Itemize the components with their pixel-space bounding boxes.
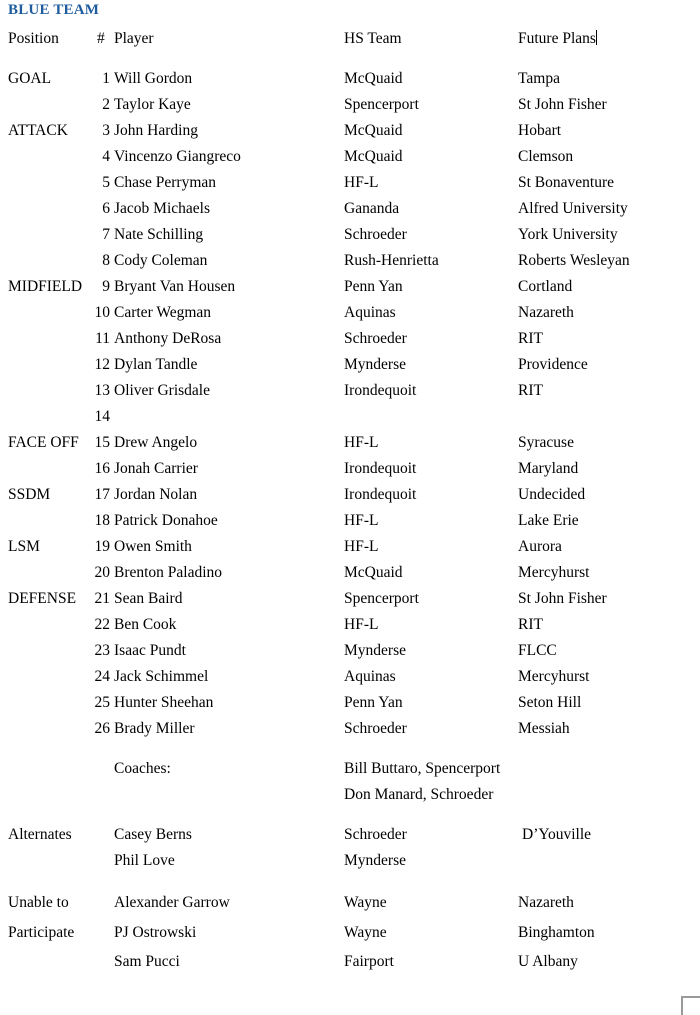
text-cursor-caret	[596, 30, 597, 45]
table-row	[0, 274, 700, 300]
row-player-name: Oliver Grisdale	[114, 382, 210, 399]
row-future-plans: Alfred University	[518, 200, 628, 217]
row-future-plans: Providence	[518, 356, 588, 373]
column-header-hs-team: HS Team	[344, 30, 402, 47]
row-hs-team: Irondequoit	[344, 460, 417, 477]
unable-player-2: PJ Ostrowski	[114, 924, 197, 941]
row-number: 8	[102, 252, 110, 269]
row-player-name: Patrick Donahoe	[114, 512, 218, 529]
row-hs-team: HF-L	[344, 174, 379, 191]
table-row	[0, 612, 700, 638]
row-player-name: Bryant Van Housen	[114, 278, 236, 295]
row-future-plans: Hobart	[518, 122, 562, 139]
row-future-plans: Tampa	[518, 70, 560, 87]
row-player-name: Jack Schimmel	[114, 668, 209, 685]
row-hs-team: HF-L	[344, 512, 379, 529]
row-future-plans: RIT	[518, 330, 543, 347]
table-row	[0, 144, 700, 170]
row-player-name: John Harding	[114, 122, 198, 139]
coaches-row-1	[0, 756, 700, 782]
row-future-plans: York University	[518, 226, 618, 243]
row-number: 18	[94, 512, 110, 529]
coach-entry-2: Don Manard, Schroeder	[344, 786, 494, 803]
row-number: 12	[94, 356, 110, 373]
row-number: 17	[94, 486, 110, 503]
row-player-name: Chase Perryman	[114, 174, 217, 191]
unable-hs-team-1: Wayne	[344, 894, 387, 911]
row-player-name: Will Gordon	[114, 70, 193, 87]
table-row	[0, 664, 700, 690]
table-row	[0, 326, 700, 352]
coach-entry-1: Bill Buttaro, Spencerport	[344, 760, 501, 777]
table-row	[0, 300, 700, 326]
table-row	[0, 118, 700, 144]
row-hs-team: Gananda	[344, 200, 400, 217]
row-position: GOAL	[8, 70, 52, 87]
row-hs-team: Aquinas	[344, 304, 396, 321]
row-hs-team: Mynderse	[344, 642, 406, 659]
row-number: 19	[94, 538, 110, 555]
table-row	[0, 690, 700, 716]
row-player-name: Vincenzo Giangreco	[114, 148, 241, 165]
row-position: ATTACK	[8, 122, 68, 139]
table-row	[0, 222, 700, 248]
row-future-plans: Cortland	[518, 278, 573, 295]
row-player-name: Dylan Tandle	[114, 356, 198, 373]
alternate-hs-team-1: Schroeder	[344, 826, 407, 843]
unable-future-plans-1: Nazareth	[518, 894, 574, 911]
table-row	[0, 716, 700, 742]
row-number: 14	[94, 408, 110, 425]
row-player-name: Isaac Pundt	[114, 642, 186, 659]
page-corner-bracket-mark	[681, 996, 700, 1015]
row-player-name: Taylor Kaye	[114, 96, 191, 113]
column-header-number: #	[97, 30, 105, 47]
row-number: 9	[102, 278, 110, 295]
unable-hs-team-2: Wayne	[344, 924, 387, 941]
row-position: LSM	[8, 538, 40, 555]
alternates-label: Alternates	[8, 826, 72, 843]
row-future-plans: St John Fisher	[518, 96, 607, 113]
unable-label-line-1: Unable to	[8, 894, 69, 911]
row-number: 26	[94, 720, 110, 737]
row-position: SSDM	[8, 486, 51, 503]
row-hs-team: McQuaid	[344, 148, 403, 165]
unable-future-plans-2: Binghamton	[518, 924, 595, 941]
row-number: 5	[102, 174, 110, 191]
table-row	[0, 92, 700, 118]
row-hs-team: Schroeder	[344, 226, 407, 243]
row-player-name: Sean Baird	[114, 590, 183, 607]
row-future-plans: Roberts Wesleyan	[518, 252, 630, 269]
row-hs-team: Aquinas	[344, 668, 396, 685]
row-hs-team: Penn Yan	[344, 278, 403, 295]
row-hs-team: Schroeder	[344, 330, 407, 347]
row-future-plans: St Bonaventure	[518, 174, 614, 191]
table-row	[0, 66, 700, 92]
row-hs-team: HF-L	[344, 434, 379, 451]
alternate-hs-team-2: Mynderse	[344, 852, 406, 869]
row-hs-team: Spencerport	[344, 590, 419, 607]
row-future-plans: Undecided	[518, 486, 586, 503]
unable-row-2	[0, 920, 700, 946]
row-future-plans: Clemson	[518, 148, 574, 165]
row-player-name: Jordan Nolan	[114, 486, 198, 503]
coaches-row-2	[0, 782, 700, 808]
table-row	[0, 430, 700, 456]
table-row	[0, 404, 700, 430]
row-future-plans: Mercyhurst	[518, 564, 590, 581]
table-row	[0, 508, 700, 534]
row-hs-team: Irondequoit	[344, 486, 417, 503]
row-number: 2	[102, 96, 110, 113]
unable-player-1: Alexander Garrow	[114, 894, 230, 911]
row-hs-team: Irondequoit	[344, 382, 417, 399]
row-hs-team: McQuaid	[344, 564, 403, 581]
table-row	[0, 352, 700, 378]
row-number: 7	[102, 226, 110, 243]
row-hs-team: McQuaid	[344, 122, 403, 139]
row-future-plans: Mercyhurst	[518, 668, 590, 685]
table-row	[0, 534, 700, 560]
row-number: 21	[94, 590, 110, 607]
row-player-name: Nate Schilling	[114, 226, 204, 243]
row-future-plans: Aurora	[518, 538, 562, 555]
table-row	[0, 196, 700, 222]
row-future-plans: Syracuse	[518, 434, 574, 451]
row-player-name: Cody Coleman	[114, 252, 208, 269]
unable-label-line-2: Participate	[8, 924, 75, 941]
unable-row-3	[0, 949, 700, 975]
row-number: 16	[94, 460, 110, 477]
row-number: 11	[95, 330, 110, 347]
column-header-future-plans-text: Future Plans	[518, 30, 596, 47]
table-header-row	[0, 26, 700, 52]
table-row	[0, 560, 700, 586]
column-header-player: Player	[114, 30, 154, 47]
row-hs-team: Penn Yan	[344, 694, 403, 711]
row-player-name: Hunter Sheehan	[114, 694, 214, 711]
row-hs-team: Spencerport	[344, 96, 419, 113]
row-future-plans: Messiah	[518, 720, 570, 737]
row-number: 13	[94, 382, 110, 399]
alternates-row-1	[0, 822, 700, 848]
row-number: 6	[102, 200, 110, 217]
row-hs-team: McQuaid	[344, 70, 403, 87]
row-future-plans: Nazareth	[518, 304, 574, 321]
column-header-future-plans	[518, 26, 698, 52]
row-hs-team: Rush-Henrietta	[344, 252, 439, 269]
row-position: FACE OFF	[8, 434, 79, 451]
row-number: 10	[94, 304, 110, 321]
row-player-name: Owen Smith	[114, 538, 192, 555]
row-future-plans: RIT	[518, 616, 543, 633]
row-future-plans: Seton Hill	[518, 694, 582, 711]
row-position: MIDFIELD	[8, 278, 83, 295]
row-number: 20	[94, 564, 110, 581]
unable-future-plans-3: U Albany	[518, 953, 578, 970]
row-number: 25	[94, 694, 110, 711]
alternate-future-plans-1: D’Youville	[522, 826, 592, 843]
table-row	[0, 586, 700, 612]
row-player-name: Ben Cook	[114, 616, 177, 633]
row-number: 24	[94, 668, 110, 685]
row-player-name: Brady Miller	[114, 720, 195, 737]
unable-row-1	[0, 890, 700, 916]
row-future-plans: Lake Erie	[518, 512, 579, 529]
table-row	[0, 482, 700, 508]
row-number: 1	[102, 70, 110, 87]
column-header-position: Position	[8, 30, 59, 47]
row-number: 22	[94, 616, 110, 633]
row-number: 15	[94, 434, 110, 451]
table-row	[0, 170, 700, 196]
table-row	[0, 638, 700, 664]
row-number: 23	[94, 642, 110, 659]
row-future-plans: St John Fisher	[518, 590, 607, 607]
row-hs-team: HF-L	[344, 616, 379, 633]
row-player-name: Carter Wegman	[114, 304, 212, 321]
coaches-label: Coaches:	[114, 760, 171, 777]
row-player-name: Drew Angelo	[114, 434, 198, 451]
row-player-name: Brenton Paladino	[114, 564, 223, 581]
row-player-name: Jonah Carrier	[114, 460, 198, 477]
row-hs-team: Mynderse	[344, 356, 406, 373]
row-player-name: Anthony DeRosa	[114, 330, 222, 347]
page-title: BLUE TEAM	[8, 2, 100, 18]
alternate-player-2: Phil Love	[114, 852, 175, 869]
row-future-plans: FLCC	[518, 642, 557, 659]
row-position: DEFENSE	[8, 590, 77, 607]
row-player-name: Jacob Michaels	[114, 200, 210, 217]
unable-player-3: Sam Pucci	[114, 953, 180, 970]
table-row	[0, 248, 700, 274]
table-row	[0, 378, 700, 404]
row-future-plans: Maryland	[518, 460, 579, 477]
row-hs-team: Schroeder	[344, 720, 407, 737]
row-hs-team: HF-L	[344, 538, 379, 555]
unable-hs-team-3: Fairport	[344, 953, 394, 970]
alternate-player-1: Casey Berns	[114, 826, 192, 843]
row-number: 4	[102, 148, 110, 165]
alternates-row-2	[0, 848, 700, 874]
table-row	[0, 456, 700, 482]
row-number: 3	[102, 122, 110, 139]
row-future-plans: RIT	[518, 382, 543, 399]
